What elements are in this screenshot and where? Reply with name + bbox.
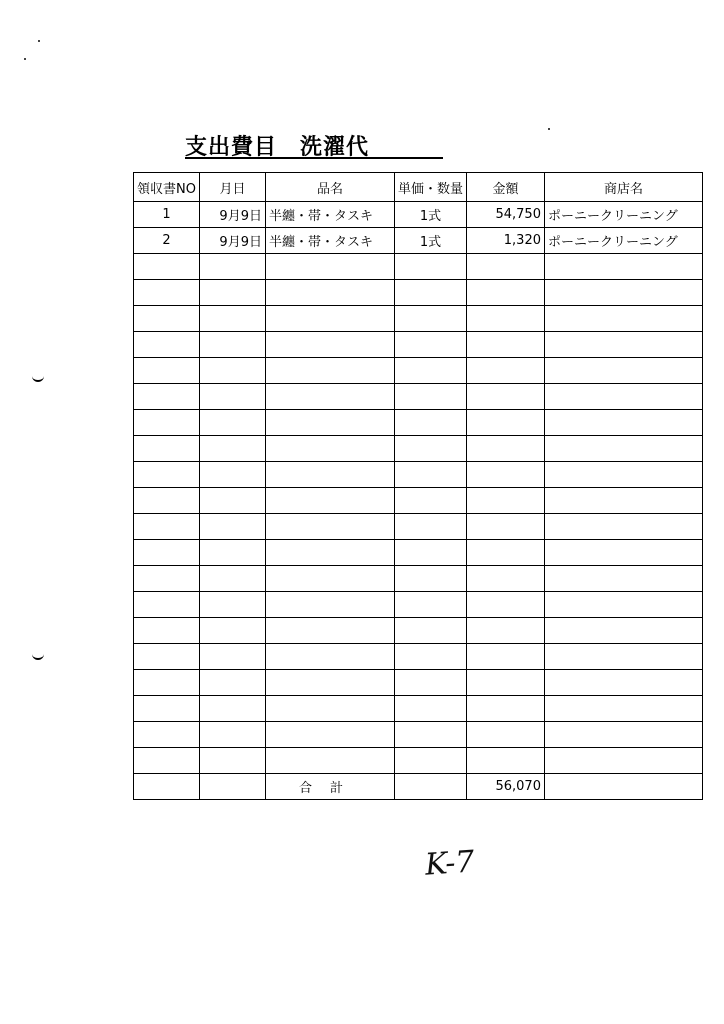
blank-cell	[394, 566, 466, 592]
header-amount: 金額	[466, 173, 544, 202]
blank-cell	[134, 384, 200, 410]
blank-row	[134, 488, 703, 514]
blank-cell	[134, 254, 200, 280]
blank-cell	[134, 410, 200, 436]
blank-cell	[544, 332, 702, 358]
blank-cell	[394, 748, 466, 774]
blank-cell	[265, 436, 394, 462]
blank-cell	[544, 722, 702, 748]
blank-cell	[466, 358, 544, 384]
header-shop: 商店名	[544, 173, 702, 202]
blank-cell	[199, 254, 265, 280]
blank-cell	[466, 722, 544, 748]
scan-mark	[32, 372, 44, 382]
blank-cell	[544, 566, 702, 592]
blank-cell	[134, 280, 200, 306]
blank-cell	[466, 514, 544, 540]
blank-cell	[544, 670, 702, 696]
blank-cell	[544, 644, 702, 670]
blank-cell	[544, 592, 702, 618]
blank-cell	[466, 306, 544, 332]
blank-cell	[394, 670, 466, 696]
blank-cell	[466, 332, 544, 358]
blank-cell	[265, 462, 394, 488]
blank-cell	[466, 592, 544, 618]
blank-cell	[544, 306, 702, 332]
blank-cell	[199, 514, 265, 540]
blank-cell	[394, 722, 466, 748]
blank-cell	[544, 384, 702, 410]
blank-cell	[394, 254, 466, 280]
blank-cell	[265, 722, 394, 748]
blank-cell	[265, 670, 394, 696]
blank-cell	[394, 514, 466, 540]
table-row	[134, 202, 703, 228]
item-cell: 半纏・帯・タスキ	[265, 228, 394, 254]
blank-cell	[394, 280, 466, 306]
blank-cell	[394, 696, 466, 722]
shop-cell: ポーニークリーニング	[544, 202, 702, 228]
document-title: 支出費目 洗濯代	[185, 135, 370, 160]
blank-row	[134, 670, 703, 696]
blank-cell	[394, 436, 466, 462]
shop-cell: ポーニークリーニング	[544, 228, 702, 254]
blank-cell	[199, 436, 265, 462]
blank-cell	[544, 488, 702, 514]
blank-cell	[544, 462, 702, 488]
blank-cell	[134, 644, 200, 670]
blank-cell	[199, 670, 265, 696]
blank-cell	[466, 462, 544, 488]
blank-cell	[134, 566, 200, 592]
total-blank-cell	[199, 774, 265, 800]
blank-cell	[199, 384, 265, 410]
blank-row	[134, 748, 703, 774]
unit-qty-cell: 1式	[394, 202, 466, 228]
blank-cell	[544, 254, 702, 280]
blank-cell	[544, 696, 702, 722]
blank-cell	[466, 410, 544, 436]
total-blank-cell	[394, 774, 466, 800]
blank-cell	[466, 644, 544, 670]
blank-cell	[265, 592, 394, 618]
blank-cell	[199, 488, 265, 514]
blank-cell	[265, 618, 394, 644]
blank-cell	[134, 696, 200, 722]
blank-cell	[265, 254, 394, 280]
blank-cell	[199, 592, 265, 618]
blank-cell	[265, 280, 394, 306]
blank-cell	[466, 748, 544, 774]
blank-cell	[466, 670, 544, 696]
blank-cell	[394, 592, 466, 618]
blank-cell	[199, 540, 265, 566]
blank-cell	[466, 254, 544, 280]
blank-row	[134, 280, 703, 306]
blank-cell	[466, 540, 544, 566]
unit-qty-cell: 1式	[394, 228, 466, 254]
blank-row	[134, 254, 703, 280]
blank-cell	[134, 306, 200, 332]
blank-cell	[265, 306, 394, 332]
blank-cell	[466, 618, 544, 644]
blank-row	[134, 696, 703, 722]
blank-row	[134, 358, 703, 384]
expense-table	[133, 172, 703, 800]
blank-cell	[394, 618, 466, 644]
title-underline	[185, 157, 443, 159]
total-label: 合計	[265, 774, 394, 800]
blank-row	[134, 410, 703, 436]
scan-speck	[38, 40, 40, 42]
blank-row	[134, 514, 703, 540]
blank-cell	[265, 696, 394, 722]
blank-cell	[199, 722, 265, 748]
blank-cell	[265, 748, 394, 774]
blank-cell	[199, 280, 265, 306]
table-row	[134, 228, 703, 254]
blank-cell	[394, 462, 466, 488]
scan-mark	[32, 650, 44, 660]
blank-cell	[544, 514, 702, 540]
blank-cell	[394, 332, 466, 358]
total-amount: 56,070	[466, 774, 544, 800]
blank-cell	[394, 644, 466, 670]
item-cell: 半纏・帯・タスキ	[265, 202, 394, 228]
receipt-no-cell: 2	[134, 228, 200, 254]
blank-cell	[265, 644, 394, 670]
blank-cell	[199, 332, 265, 358]
blank-cell	[199, 358, 265, 384]
blank-cell	[199, 618, 265, 644]
blank-row	[134, 436, 703, 462]
blank-row	[134, 306, 703, 332]
amount-cell: 1,320	[466, 228, 544, 254]
blank-cell	[134, 462, 200, 488]
scan-speck	[548, 128, 550, 130]
blank-cell	[466, 566, 544, 592]
blank-cell	[199, 696, 265, 722]
blank-cell	[265, 514, 394, 540]
blank-cell	[134, 670, 200, 696]
blank-row	[134, 618, 703, 644]
total-blank-cell	[544, 774, 702, 800]
header-unit-qty: 単価・数量	[394, 173, 466, 202]
header-row	[134, 173, 703, 202]
amount-cell: 54,750	[466, 202, 544, 228]
blank-cell	[466, 696, 544, 722]
blank-cell	[199, 462, 265, 488]
header-receipt-no: 領収書NO	[134, 173, 200, 202]
blank-cell	[265, 332, 394, 358]
blank-cell	[134, 722, 200, 748]
blank-cell	[265, 410, 394, 436]
blank-cell	[544, 748, 702, 774]
blank-cell	[199, 748, 265, 774]
blank-cell	[544, 410, 702, 436]
blank-cell	[394, 384, 466, 410]
blank-cell	[544, 618, 702, 644]
date-cell: 9月9日	[199, 202, 265, 228]
blank-row	[134, 592, 703, 618]
blank-cell	[134, 592, 200, 618]
blank-cell	[265, 488, 394, 514]
blank-row	[134, 566, 703, 592]
blank-cell	[394, 358, 466, 384]
blank-cell	[466, 280, 544, 306]
blank-cell	[466, 436, 544, 462]
header-item: 品名	[265, 173, 394, 202]
blank-row	[134, 332, 703, 358]
total-blank-cell	[134, 774, 200, 800]
blank-row	[134, 722, 703, 748]
blank-cell	[134, 618, 200, 644]
receipt-no-cell: 1	[134, 202, 200, 228]
blank-cell	[199, 644, 265, 670]
blank-cell	[544, 436, 702, 462]
blank-cell	[544, 280, 702, 306]
blank-cell	[134, 514, 200, 540]
blank-cell	[199, 306, 265, 332]
blank-cell	[394, 306, 466, 332]
scan-speck	[24, 58, 26, 60]
blank-cell	[394, 410, 466, 436]
blank-cell	[134, 488, 200, 514]
handwritten-note: K-7	[423, 844, 476, 883]
blank-cell	[265, 566, 394, 592]
blank-cell	[134, 332, 200, 358]
blank-row	[134, 462, 703, 488]
blank-row	[134, 540, 703, 566]
date-cell: 9月9日	[199, 228, 265, 254]
blank-cell	[134, 748, 200, 774]
blank-cell	[466, 488, 544, 514]
blank-cell	[544, 540, 702, 566]
blank-cell	[466, 384, 544, 410]
blank-cell	[199, 410, 265, 436]
blank-row	[134, 644, 703, 670]
blank-cell	[199, 566, 265, 592]
blank-cell	[134, 436, 200, 462]
blank-cell	[265, 358, 394, 384]
blank-cell	[134, 358, 200, 384]
blank-cell	[134, 540, 200, 566]
blank-cell	[265, 384, 394, 410]
blank-cell	[544, 358, 702, 384]
blank-row	[134, 384, 703, 410]
header-date: 月日	[199, 173, 265, 202]
blank-cell	[394, 540, 466, 566]
blank-cell	[265, 540, 394, 566]
total-row	[134, 774, 703, 800]
blank-cell	[394, 488, 466, 514]
